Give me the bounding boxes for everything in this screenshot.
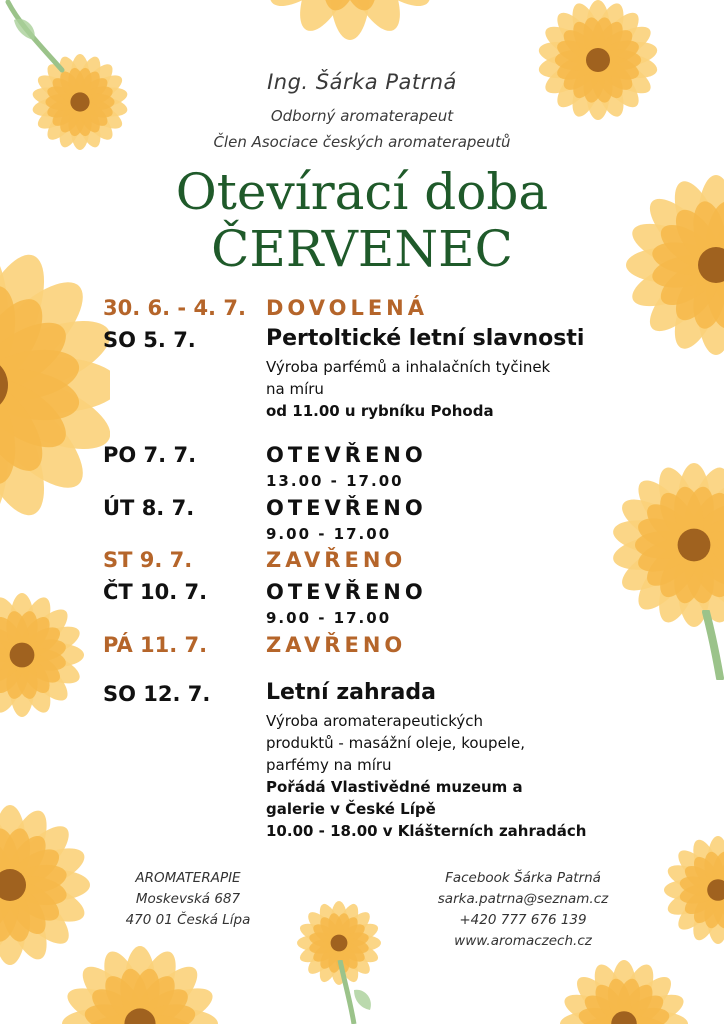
event-description: parfémy na míru	[266, 756, 392, 774]
schedule-status: OTEVŘENO	[266, 580, 427, 604]
schedule-date: PO 7. 7.	[103, 443, 197, 467]
event-description: Výroba parfémů a inhalačních tyčinek	[266, 358, 551, 376]
schedule-date: SO 5. 7.	[103, 328, 196, 352]
schedule-status: ZAVŘENO	[266, 548, 407, 572]
event-description: na míru	[266, 380, 324, 398]
schedule-status: OTEVŘENO	[266, 496, 427, 520]
event-time-place: 10.00 - 18.00 v Klášterních zahradách	[266, 822, 587, 840]
schedule-hours: 9.00 - 17.00	[266, 609, 392, 627]
facebook-link[interactable]: Facebook Šárka Patrná	[445, 870, 601, 886]
email-link[interactable]: sarka.patrna@seznam.cz	[437, 891, 609, 907]
leaf-icon	[330, 960, 380, 1024]
event-description: Výroba aromaterapeutických	[266, 712, 484, 730]
phone-number: +420 777 676 139	[459, 912, 587, 928]
business-name: AROMATERAPIE	[135, 870, 241, 886]
schedule-status: DOVOLENÁ	[266, 296, 429, 320]
sunflower-icon	[660, 832, 724, 950]
page-title: Otevírací doba	[175, 163, 549, 221]
month-title: ČERVENEC	[211, 220, 513, 278]
street-address: Moskevská 687	[135, 891, 241, 907]
website-link[interactable]: www.aromaczech.cz	[454, 933, 592, 949]
sunflower-icon	[556, 948, 692, 1024]
schedule-status: ZAVŘENO	[266, 633, 407, 657]
schedule-date: 30. 6. - 4. 7.	[103, 296, 246, 320]
leaf-icon	[700, 610, 724, 680]
schedule-date: ST 9. 7.	[103, 548, 193, 572]
schedule-date: ČT 10. 7.	[103, 580, 208, 604]
schedule-date: ÚT 8. 7.	[103, 496, 195, 520]
sunflower-icon	[0, 240, 110, 530]
schedule-hours: 9.00 - 17.00	[266, 525, 392, 543]
therapist-name: Ing. Šárka Patrná	[267, 70, 457, 94]
event-description: produktů - masážní oleje, koupele,	[266, 734, 525, 752]
event-organizer: galerie v České Lípě	[266, 800, 436, 818]
therapist-membership: Člen Asociace českých aromaterapeutů	[213, 133, 511, 151]
sunflower-icon	[40, 930, 240, 1024]
therapist-role: Odborný aromaterapeut	[270, 107, 454, 125]
schedule-status: OTEVŘENO	[266, 443, 427, 467]
sunflower-icon	[240, 0, 460, 60]
schedule-date: SO 12. 7.	[103, 682, 211, 706]
event-organizer: Pořádá Vlastivědné muzeum a	[266, 778, 523, 796]
schedule-date: PÁ 11. 7.	[103, 633, 208, 657]
sunflower-icon	[608, 460, 724, 630]
leaf-icon	[0, 0, 70, 80]
city-address: 470 01 Česká Lípa	[125, 912, 251, 928]
event-title: Letní zahrada	[266, 680, 436, 705]
footer-contact	[418, 868, 628, 952]
sunflower-icon	[0, 590, 90, 720]
event-time-place: od 11.00 u rybníku Pohoda	[266, 402, 494, 420]
footer-address	[118, 868, 258, 931]
event-title: Pertoltické letní slavnosti	[266, 326, 585, 351]
schedule-hours: 13.00 - 17.00	[266, 472, 404, 490]
sunflower-icon	[530, 0, 666, 124]
